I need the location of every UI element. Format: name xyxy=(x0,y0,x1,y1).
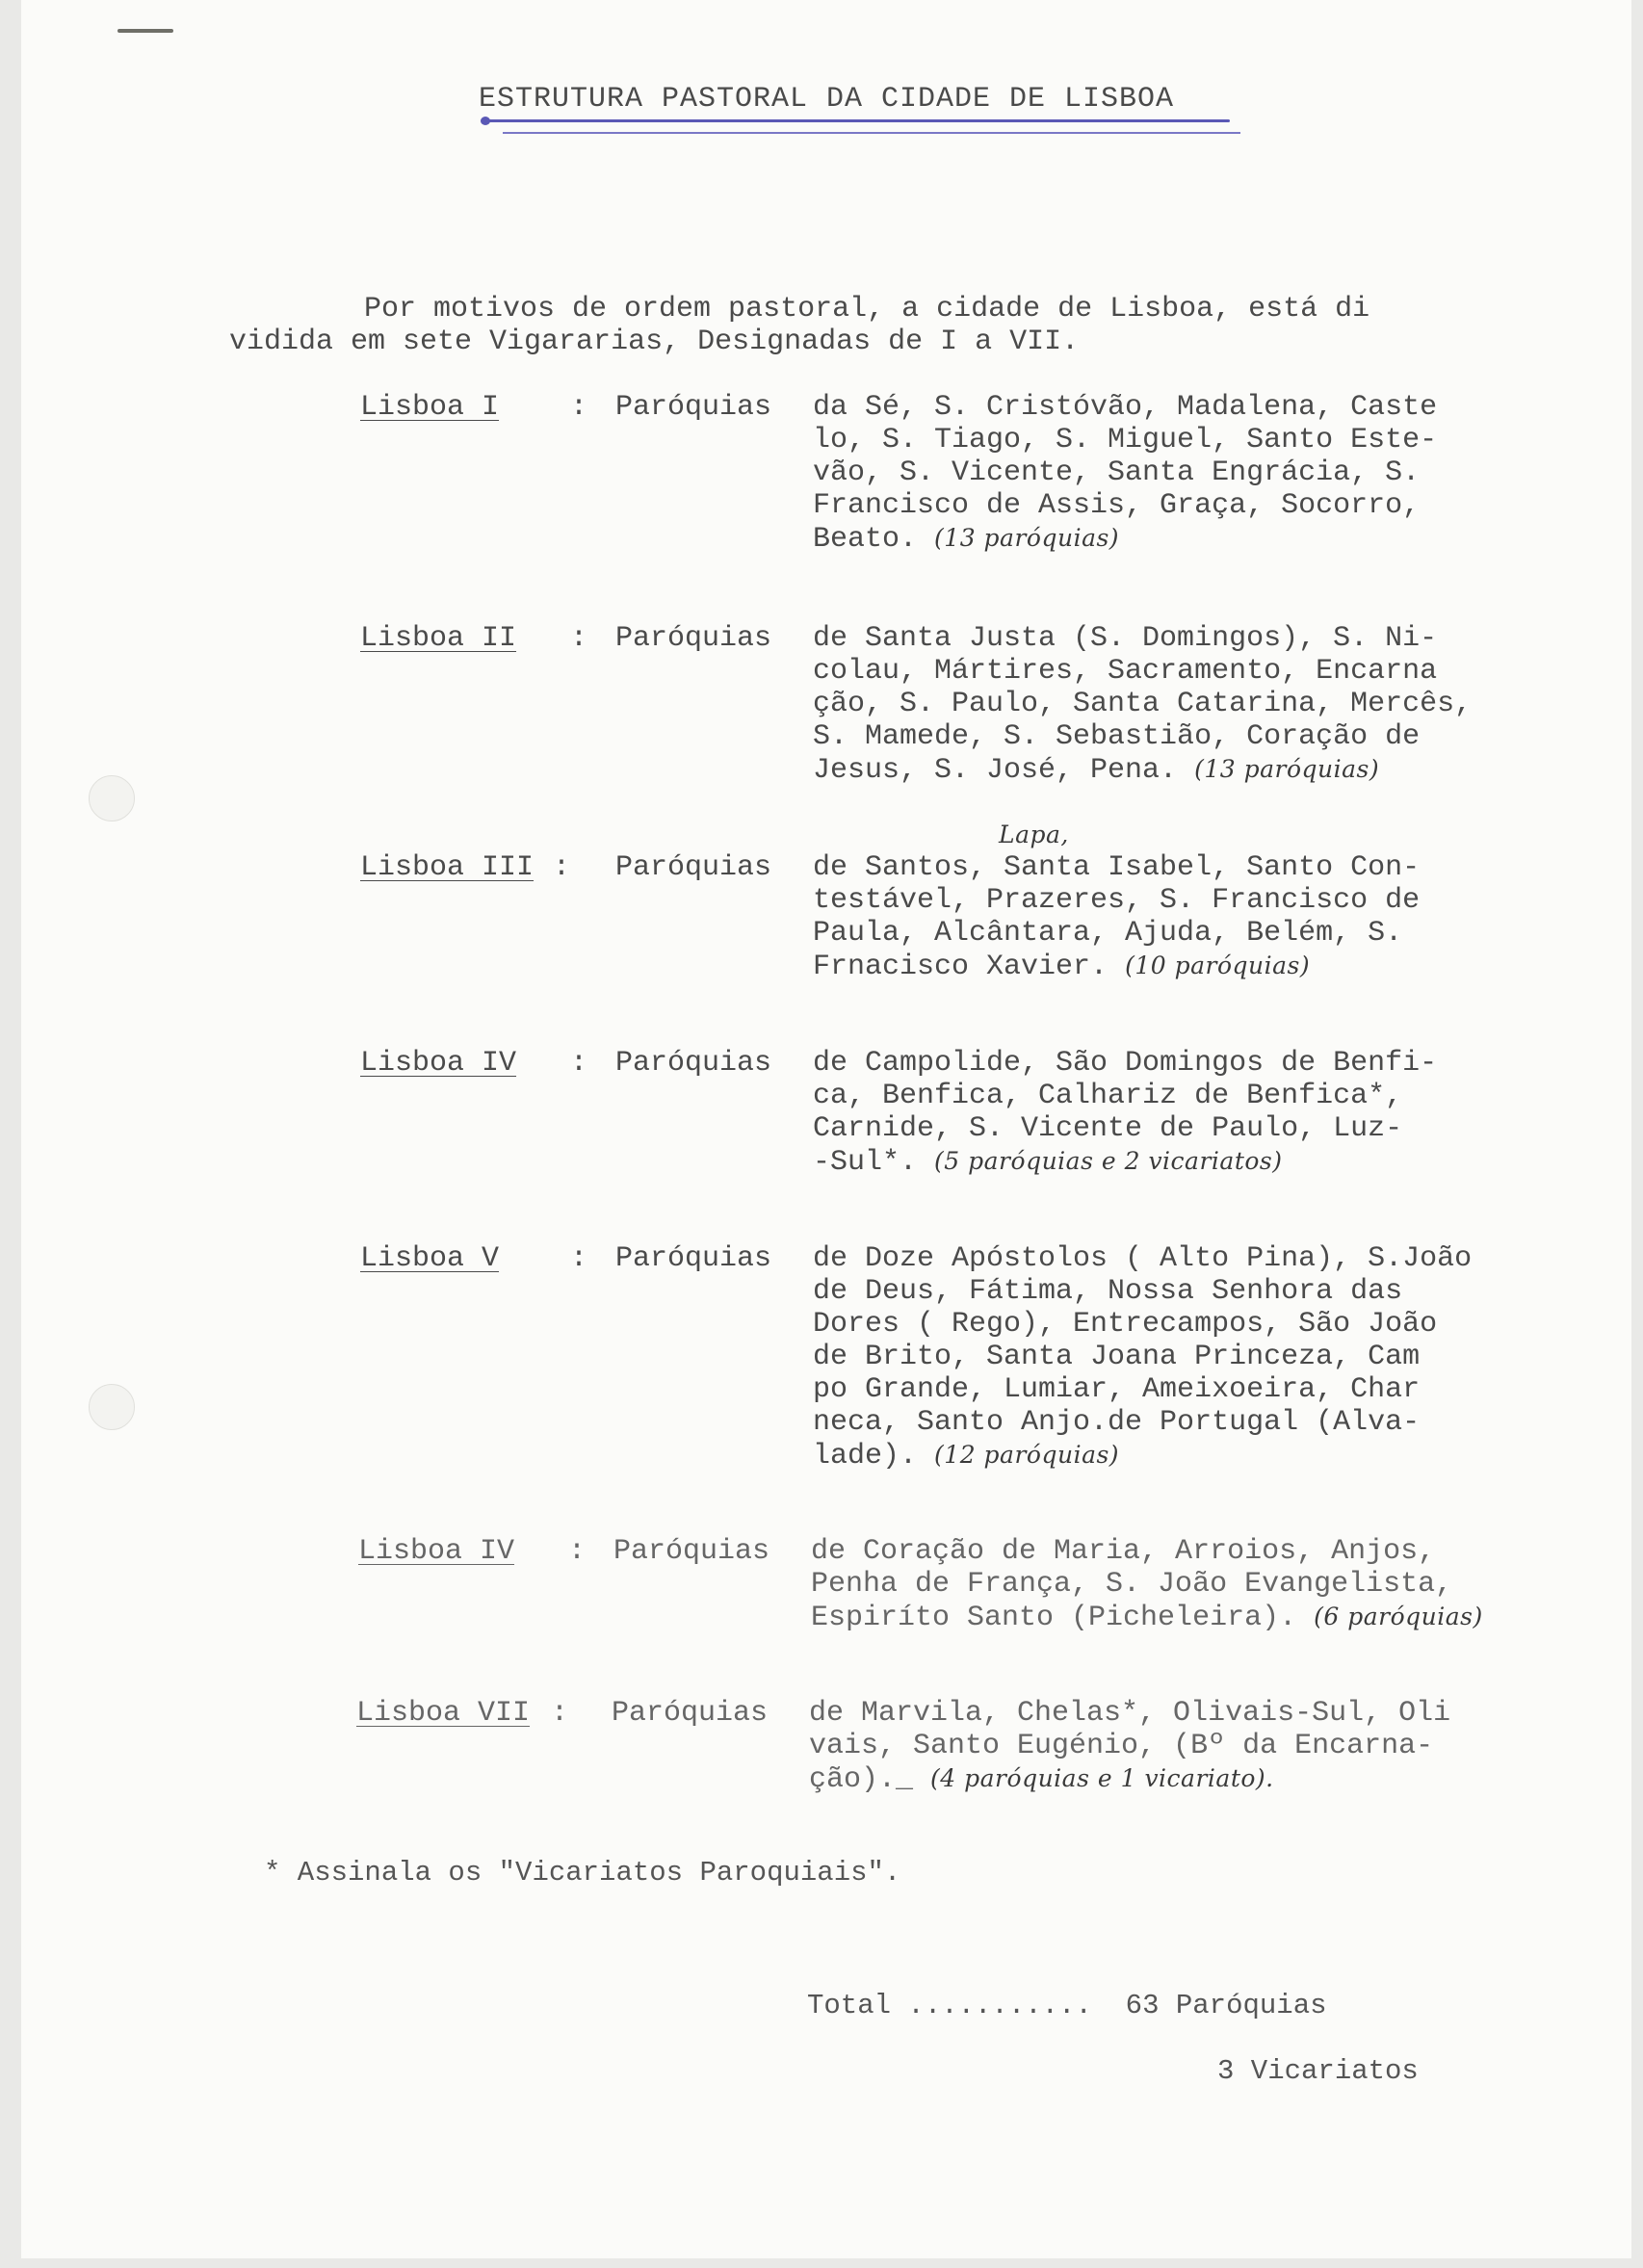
handwritten-count: (10 paróquias) xyxy=(1125,952,1311,979)
parish-line: de Santos, Santa Isabel, Santo Con- xyxy=(813,851,1421,884)
total-parishes-value: 63 Paróquias xyxy=(1125,1990,1327,2021)
punch-hole-bottom xyxy=(89,1384,135,1430)
parish-list xyxy=(813,1242,1526,1473)
parish-line: -Sul*. xyxy=(813,1146,918,1179)
intro-paragraph xyxy=(229,227,1539,391)
handwritten-insert: Lapa, xyxy=(999,821,1069,848)
punch-hole-top xyxy=(89,775,135,821)
vicariate-label: Lisboa II xyxy=(360,622,517,655)
parish-line: testável, Prazeres, S. Francisco de xyxy=(813,884,1421,917)
title-underline xyxy=(488,119,1230,122)
parish-line: Espiríto Santo (Picheleira). xyxy=(811,1602,1297,1634)
intro-line-2: vidida em sete Vigararias, Designadas de I a VII. xyxy=(229,326,1080,358)
vicariate-kind: Paróquias xyxy=(615,1242,772,1275)
parish-line: Frnacisco Xavier. xyxy=(813,951,1108,983)
handwritten-count: (5 paróquias e 2 vicariatos) xyxy=(934,1147,1283,1175)
parish-line: Beato. xyxy=(813,523,918,556)
parish-line: Dores ( Rego), Entrecampos, São João xyxy=(813,1308,1438,1341)
vicariate-kind: Paróquias xyxy=(613,1535,770,1568)
parish-line: S. Mamede, S. Sebastião, Coração de xyxy=(813,720,1421,753)
colon: : xyxy=(570,622,588,655)
vicariate-label: Lisboa IV xyxy=(360,1047,517,1080)
vicariate-kind: Paróquias xyxy=(615,622,772,655)
parish-line: lo, S. Tiago, S. Miguel, Santo Este- xyxy=(813,424,1438,456)
vicariate-kind: Paróquias xyxy=(612,1697,769,1730)
colon: : xyxy=(570,1242,588,1275)
parish-line: Carnide, S. Vicente de Paulo, Luz- xyxy=(813,1112,1403,1145)
total-label: Total ........... xyxy=(807,1990,1092,2021)
colon: : xyxy=(570,1047,588,1080)
intro-line-1: Por motivos de ordem pastoral, a cidade de Lisboa, está di xyxy=(364,293,1370,326)
parish-line: de Brito, Santa Joana Princeza, Cam xyxy=(813,1341,1421,1373)
parish-line: ção, S. Paulo, Santa Catarina, Mercês, xyxy=(813,688,1473,720)
handwritten-count: (12 paróquias) xyxy=(934,1441,1120,1469)
parish-line: Jesus, S. José, Pena. xyxy=(813,754,1178,787)
parish-line: de Coração de Maria, Arroios, Anjos, xyxy=(811,1535,1436,1568)
vicariate-label: Lisboa IV xyxy=(358,1535,515,1568)
vicariate-label: Lisboa III xyxy=(360,851,535,884)
parish-line: de Deus, Fátima, Nossa Senhora das xyxy=(813,1275,1403,1308)
parish-line: vão, S. Vicente, Santa Engrácia, S. xyxy=(813,456,1421,489)
footnote: * Assinala os "Vicariatos Paroquiais". xyxy=(264,1857,901,1889)
vicariate-kind: Paróquias xyxy=(615,391,772,424)
parish-list xyxy=(813,851,1526,983)
parish-list xyxy=(809,1697,1522,1796)
parish-line: ção)._ xyxy=(809,1763,914,1796)
total-parishes xyxy=(807,1990,1327,2021)
colon: : xyxy=(568,1535,587,1568)
parish-line: Penha de França, S. João Evangelista, xyxy=(811,1568,1453,1601)
vicariate-label: Lisboa I xyxy=(360,391,500,424)
colon: : xyxy=(570,391,588,424)
parish-line: de Santa Justa (S. Domingos), S. Ni- xyxy=(813,622,1438,655)
total-vicariates: 3 Vicariatos xyxy=(1217,2055,1419,2087)
title-underline-second xyxy=(503,132,1240,134)
colon: : xyxy=(551,1697,569,1730)
parish-line: de Marvila, Chelas*, Olivais-Sul, Oli xyxy=(809,1697,1451,1730)
handwritten-count: (4 paróquias e 1 vicariato). xyxy=(930,1764,1274,1792)
parish-list xyxy=(813,1047,1526,1179)
parish-line: Paula, Alcântara, Ajuda, Belém, S. xyxy=(813,917,1403,950)
parish-line: lade). xyxy=(813,1440,918,1473)
parish-line: de Campolide, São Domingos de Benfi- xyxy=(813,1047,1438,1080)
parish-line: vais, Santo Eugénio, (Bº da Encarna- xyxy=(809,1730,1434,1762)
parish-line: ca, Benfica, Calhariz de Benfica*, xyxy=(813,1080,1403,1112)
colon: : xyxy=(553,851,571,884)
vicariate-label: Lisboa VII xyxy=(356,1697,531,1730)
parish-list xyxy=(813,391,1526,556)
parish-line: neca, Santo Anjo.de Portugal (Alva- xyxy=(813,1406,1421,1439)
parish-line: po Grande, Lumiar, Ameixoeira, Char xyxy=(813,1373,1421,1406)
document-page xyxy=(21,0,1631,2258)
parish-list xyxy=(811,1535,1524,1634)
handwritten-count: (13 paróquias) xyxy=(1194,755,1380,783)
parish-line: da Sé, S. Cristóvão, Madalena, Caste xyxy=(813,391,1438,424)
document-title: ESTRUTURA PASTORAL DA CIDADE DE LISBOA xyxy=(478,83,1175,116)
handwritten-count: (13 paróquias) xyxy=(934,524,1120,552)
vicariate-kind: Paróquias xyxy=(615,1047,772,1080)
vicariate-label: Lisboa V xyxy=(360,1242,500,1275)
parish-line: de Doze Apóstolos ( Alto Pina), S.João xyxy=(813,1242,1473,1275)
parish-line: colau, Mártires, Sacramento, Encarna xyxy=(813,655,1438,688)
parish-line: Francisco de Assis, Graça, Socorro, xyxy=(813,489,1421,522)
staple-mark xyxy=(117,29,173,33)
vicariate-kind: Paróquias xyxy=(615,851,772,884)
parish-list xyxy=(813,622,1526,787)
handwritten-count: (6 paróquias) xyxy=(1314,1603,1483,1630)
